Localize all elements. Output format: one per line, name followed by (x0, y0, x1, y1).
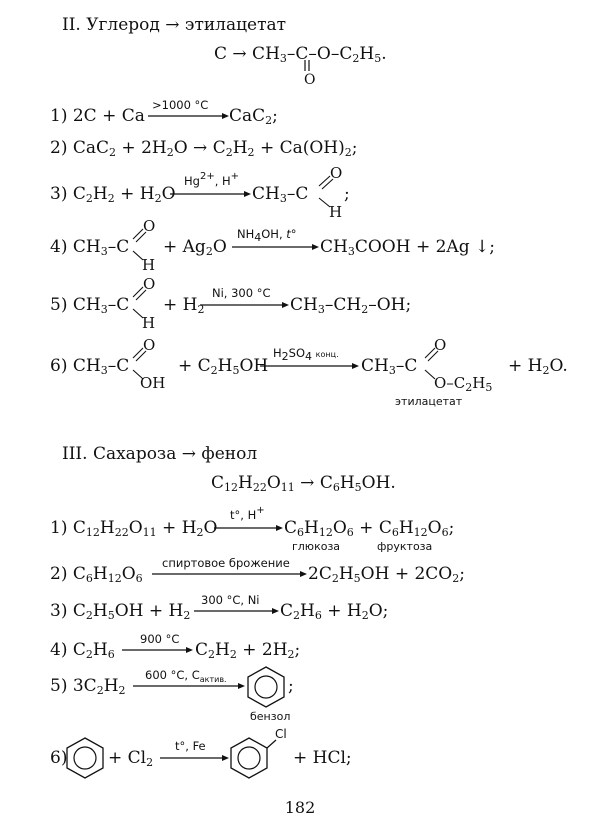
reaction-2-3: 3) $C_2H_2 + H_2O$ (50, 184, 176, 205)
reaction-2-6-ester-chain: $O-C_2H_5$ (434, 374, 493, 394)
section-3-summary-formula: $C_{12}H_{22}O_{11} \to C_6H_5OH$. (211, 473, 396, 494)
reaction-2-6-condition: $H_2SO_4$ конц. (273, 346, 339, 363)
reaction-3-3-condition: 300 °C, Ni (201, 593, 260, 607)
reaction-3-1: 1) $C_{12}H_{22}O_{11} + H_2O$ (50, 518, 218, 539)
reaction-3-5-label: бензол (250, 710, 291, 723)
reaction-2-5-oxygen: O (143, 275, 156, 293)
reaction-2-5-reagent: + $H_2$ (163, 295, 205, 316)
page-number: 182 (284, 798, 316, 817)
reaction-3-1-label-fructose: фруктоза (377, 540, 433, 553)
reaction-3-4: 4) $C_2H_6$ (50, 640, 115, 661)
reaction-3-6-condition: t°, Fe (175, 739, 206, 753)
reaction-2-6-reagent: + $C_2H_5OH$ (178, 356, 269, 377)
reaction-2-6-water: + $H_2O$. (508, 356, 568, 377)
reaction-2-6-ester-oxygen: O (434, 336, 447, 354)
reaction-2-6-oxygen: O (143, 336, 156, 354)
reaction-2-3-semicolon: ; (344, 184, 350, 204)
reaction-2-4-product: $CH_3COOH + 2Ag$ ↓; (320, 237, 495, 258)
reaction-2-6-label: этилацетат (395, 395, 463, 408)
reaction-3-5-condition: 600 °C, $C_{актив.}$ (145, 668, 227, 684)
reaction-3-3-products: $C_2H_6 + H_2O$; (280, 601, 389, 622)
reaction-2-1: 1) 2C + Ca (50, 106, 145, 126)
section-2-summary-formula: $C \to CH_3-C-O-C_2H_5$. (214, 44, 387, 65)
reaction-3-1-label-glucose: глюкоза (292, 540, 341, 553)
reaction-2-3-oxygen: O (330, 164, 343, 182)
reaction-2-5: 5) $CH_3-C$ (50, 295, 130, 316)
reaction-2-6-hydroxyl: OH (140, 374, 166, 392)
reaction-2-6-product: $CH_3-C$ (361, 356, 418, 377)
reaction-2-5-condition: Ni, 300 °C (212, 286, 271, 300)
reaction-2-4-oxygen: O (143, 217, 156, 235)
reaction-2-5-hydrogen: H (142, 314, 156, 332)
reaction-3-6-number: 6) (50, 748, 68, 768)
reaction-2-3-product: $CH_3-C$ (252, 184, 309, 205)
reaction-2-1-product: CaC$_2$; (229, 106, 278, 127)
reaction-3-5: 5) $3C_2H_2$ (50, 676, 126, 697)
reaction-3-5-semicolon: ; (288, 676, 294, 696)
reaction-3-2-condition: спиртовое брожение (162, 556, 290, 570)
reaction-2-4-hydrogen: H (142, 256, 156, 274)
reaction-2-5-product: $CH_3-CH_2-OH$; (290, 295, 412, 316)
reaction-2-3-hydrogen: H (329, 203, 343, 221)
section-3-heading: III. Сахароза → фенол (62, 444, 258, 464)
reaction-3-3: 3) $C_2H_5OH + H_2$ (50, 601, 191, 622)
reaction-2-4: 4) $CH_3-C$ (50, 237, 130, 258)
reaction-2-1-condition: >1000 °C (152, 98, 209, 112)
reaction-3-6-products: + HCl; (293, 748, 352, 768)
reaction-2-4-reagent: + $Ag_2O$ (163, 237, 227, 258)
reaction-3-2-products: $2C_2H_5OH + 2CO_2$; (308, 564, 465, 585)
reaction-3-6-reagent: + $Cl_2$ (108, 748, 154, 769)
reaction-2-3-condition: $Hg^{2+}$, H+ (184, 171, 240, 188)
section-2-summary-oxygen: O (304, 72, 316, 88)
section-2-heading: II. Углерод → этилацетат (62, 15, 287, 35)
reaction-2-2: 2) $CaC_2 + 2H_2O \to C_2H_2 + Ca(OH)_2$; (50, 138, 358, 159)
reaction-3-1-products: $C_6H_{12}O_6 + C_6H_{12}O_6$; (284, 518, 455, 539)
reaction-3-4-condition: 900 °C (140, 632, 180, 646)
reaction-3-2: 2) $C_6H_{12}O_6$ (50, 564, 143, 585)
reaction-2-6: 6) $CH_3-C$ (50, 356, 130, 377)
reaction-3-1-condition: t°, H+ (230, 505, 265, 522)
reaction-3-4-products: $C_2H_2 + 2H_2$; (195, 640, 301, 661)
chlorine-label: Cl (275, 727, 287, 741)
reaction-2-4-condition: $NH_4OH$, t° (237, 227, 297, 244)
